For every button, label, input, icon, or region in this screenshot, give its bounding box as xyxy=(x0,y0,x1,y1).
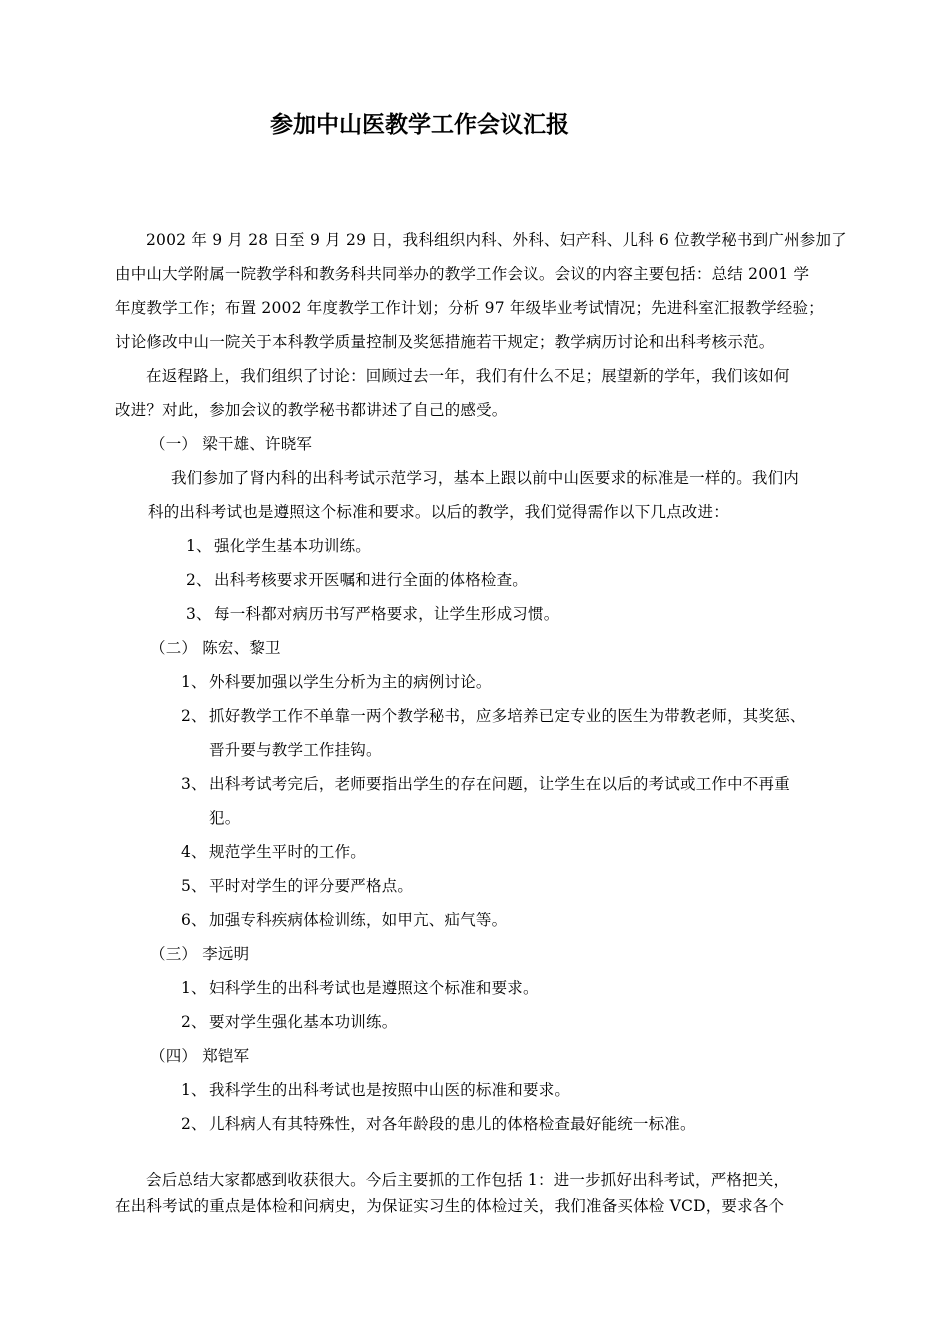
paragraph-line: 由中山大学附属一院教学科和教务科共同举办的教学工作会议。会议的内容主要包括：总结 2001 学 xyxy=(115,265,810,283)
list-item: 3、 出科考试考完后，老师要指出学生的存在问题，让学生在以后的考试或工作中不再重 xyxy=(181,775,790,793)
section-heading: （二） 陈宏、黎卫 xyxy=(150,639,281,657)
list-item: 3、 每一科都对病历书写严格要求，让学生形成习惯。 xyxy=(186,605,560,623)
paragraph-line: 在返程路上，我们组织了讨论：回顾过去一年，我们有什么不足；展望新的学年，我们该如何 xyxy=(146,367,790,385)
paragraph-line: 讨论修改中山一院关于本科教学质量控制及奖惩措施若干规定；教学病历讨论和出科考核示范。 xyxy=(115,333,775,351)
list-item: 2、 要对学生强化基本功训练。 xyxy=(181,1013,398,1031)
section-heading: （三） 李远明 xyxy=(150,945,250,963)
paragraph-line: 年度教学工作；布置 2002 年度教学工作计划；分析 97 年级毕业考试情况；先进科室汇报教学经验； xyxy=(115,299,824,317)
paragraph-line: 会后总结大家都感到收获很大。今后主要抓的工作包括 1：进一步抓好出科考试，严格把关， xyxy=(146,1171,790,1189)
list-item: 5、 平时对学生的评分要严格点。 xyxy=(181,877,414,895)
list-item: 2、 出科考核要求开医嘱和进行全面的体格检查。 xyxy=(186,571,529,589)
list-item: 1、 外科要加强以学生分析为主的病例讨论。 xyxy=(181,673,492,691)
list-item: 1、 强化学生基本功训练。 xyxy=(186,537,372,555)
list-item-continuation: 晋升要与教学工作挂钩。 xyxy=(209,741,382,759)
list-item: 1、 妇科学生的出科考试也是遵照这个标准和要求。 xyxy=(181,979,539,997)
paragraph-line: 科的出科考试也是遵照这个标准和要求。以后的教学，我们觉得需作以下几点改进： xyxy=(148,503,729,521)
list-item: 6、 加强专科疾病体检训练，如甲亢、疝气等。 xyxy=(181,911,508,929)
list-item: 2、 儿科病人有其特殊性，对各年龄段的患儿的体格检查最好能统一标准。 xyxy=(181,1115,696,1133)
list-item-continuation: 犯。 xyxy=(209,809,241,827)
paragraph-line: 2002 年 9 月 28 日至 9 月 29 日，我科组织内科、外科、妇产科、儿科 6 位教学秘书到广州参加了 xyxy=(146,231,847,249)
section-heading: （四） 郑铠军 xyxy=(150,1047,250,1065)
paragraph-line: 在出科考试的重点是体检和问病史，为保证实习生的体检过关，我们准备买体检 VCD，要求各个 xyxy=(115,1197,785,1215)
list-item: 4、 规范学生平时的工作。 xyxy=(181,843,367,861)
list-item: 1、 我科学生的出科考试也是按照中山医的标准和要求。 xyxy=(181,1081,571,1099)
list-item: 2、 抓好教学工作不单靠一两个教学秘书，应多培养已定专业的医生为带教老师，其奖惩、 xyxy=(181,707,806,725)
paragraph-line: 改进？对此，参加会议的教学秘书都讲述了自己的感受。 xyxy=(115,401,508,419)
page-title: 参加中山医教学工作会议汇报 xyxy=(270,112,569,138)
section-heading: （一） 梁干雄、许晓军 xyxy=(150,435,313,453)
paragraph-line: 我们参加了肾内科的出科考试示范学习，基本上跟以前中山医要求的标准是一样的。我们内 xyxy=(171,469,800,487)
